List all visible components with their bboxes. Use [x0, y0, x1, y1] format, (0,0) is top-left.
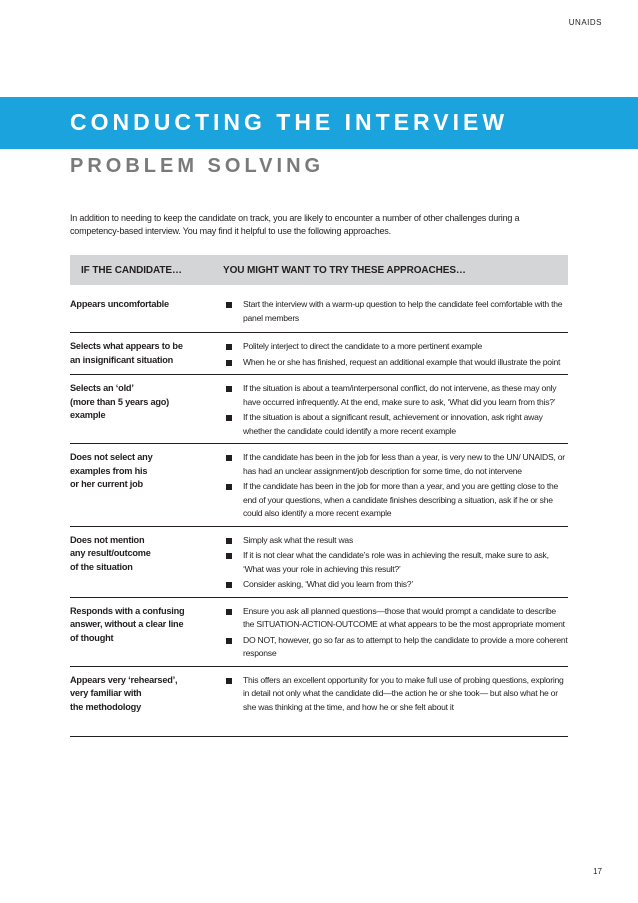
organization-label: UNAIDS: [568, 18, 602, 27]
column-header-approaches: YOU MIGHT WANT TO TRY THESE APPROACHES…: [223, 264, 466, 276]
approaches-list: [212, 451, 568, 523]
candidate-condition: Responds with a confusing answer, without a clear line of thought: [70, 605, 185, 643]
approaches-list: [212, 605, 568, 663]
table-row: [70, 333, 568, 375]
approach-text: This offers an excellent opportunity for you to make full use of probing questions, exploring in detail not only what the candidate did—the action he or she took— but also what he or she was thinking at the time, and how he or she felt about it: [243, 674, 564, 712]
page-title: CONDUCTING THE INTERVIEW: [70, 109, 509, 135]
approaches-list: [212, 382, 568, 440]
table-row: [70, 598, 568, 667]
table-row: [70, 527, 568, 598]
approach-text: DO NOT, however, go so far as to attempt to help the candidate to provide a more coherent response: [243, 634, 568, 658]
approach-text: Politely interject to direct the candidate to a more pertinent example: [243, 341, 483, 351]
approach-item: [226, 578, 568, 592]
approach-item: [226, 340, 568, 354]
approach-text: If the candidate has been in the job for more than a year, and you are getting close to the end of your questions, when a candidate finishes describing a situation, ask if he or she could also identify a more recent example: [243, 481, 559, 518]
square-bullet-icon: [226, 582, 232, 588]
approach-item: [226, 411, 568, 438]
square-bullet-icon: [226, 609, 232, 615]
approach-text: If the candidate has been in the job for less than a year, is very new to the UN/ UNAIDS, or has had an unclear assignment/job description for some time, do not intervene: [243, 452, 565, 476]
approach-text: Consider asking, ‘What did you learn from this?’: [243, 579, 413, 589]
candidate-condition: Appears uncomfortable: [70, 299, 169, 309]
approach-text: Ensure you ask all planned questions—those that would prompt a candidate to describe the SITUATION-ACTION-OUTCOME at what appears to be the most appropriate moment: [243, 605, 565, 629]
square-bullet-icon: [226, 344, 232, 350]
square-bullet-icon: [226, 455, 232, 461]
candidate-condition: Does not mention any result/outcome of the situation: [70, 534, 151, 572]
column-header-candidate: IF THE CANDIDATE…: [81, 264, 182, 276]
approach-item: [226, 451, 568, 478]
approaches-list: [212, 298, 568, 327]
table-header: [70, 255, 568, 285]
approach-item: [226, 298, 568, 325]
approaches-list: [212, 674, 568, 717]
approach-text: If it is not clear what the candidate’s role was in achieving the result, make sure to ask, ‘What was your role in achieving this result?’: [243, 550, 549, 574]
table-row: [70, 285, 568, 333]
table-row: [70, 667, 568, 738]
square-bullet-icon: [226, 538, 232, 544]
approach-item: [226, 634, 568, 661]
square-bullet-icon: [226, 553, 232, 559]
table-body: [70, 285, 568, 737]
approaches-list: [212, 340, 568, 371]
approach-item: [226, 382, 568, 409]
square-bullet-icon: [226, 386, 232, 392]
approach-text: When he or she has finished, request an additional example that would illustrate the point: [243, 356, 561, 367]
table-row: [70, 444, 568, 527]
approach-item: [226, 674, 568, 715]
approaches-table: [70, 255, 568, 737]
approach-text: If the situation is about a team/interpersonal conflict, do not intervene, as these may only have occurred infrequently. At the end, make sure to ask, ‘What did you learn from this?’: [243, 383, 557, 407]
page-number: 17: [593, 867, 602, 876]
approach-text: Simply ask what the result was: [243, 534, 353, 545]
approach-item: [226, 549, 568, 576]
candidate-condition: Does not select any examples from his or her current job: [70, 452, 153, 489]
page-subtitle: PROBLEM SOLVING: [70, 155, 325, 177]
square-bullet-icon: [226, 360, 232, 366]
square-bullet-icon: [226, 302, 232, 308]
title-banner: [0, 97, 638, 149]
square-bullet-icon: [226, 638, 232, 644]
candidate-condition: Selects an ‘old’ (more than 5 years ago) example: [70, 383, 170, 420]
candidate-condition: Appears very ‘rehearsed’, very familiar with the methodology: [70, 674, 178, 712]
square-bullet-icon: [226, 678, 232, 684]
approach-item: [226, 480, 568, 521]
approach-item: [226, 605, 568, 632]
intro-paragraph: In addition to needing to keep the candidate on track, you are likely to encounter a number of other challenges during a competency-based interview. You may find it helpful to use the following approaches.: [70, 213, 520, 236]
candidate-condition: Selects what appears to be an insignificant situation: [70, 341, 183, 365]
approach-text: Start the interview with a warm-up question to help the candidate feel comfortable with the panel members: [243, 299, 563, 323]
approach-text: If the situation is about a significant result, achievement or innovation, ask right away whether the candidate could identify a more recent example: [243, 412, 543, 436]
approach-item: [226, 534, 568, 548]
square-bullet-icon: [226, 415, 232, 421]
approaches-list: [212, 534, 568, 594]
table-row: [70, 375, 568, 444]
approach-item: [226, 356, 568, 370]
square-bullet-icon: [226, 484, 232, 490]
